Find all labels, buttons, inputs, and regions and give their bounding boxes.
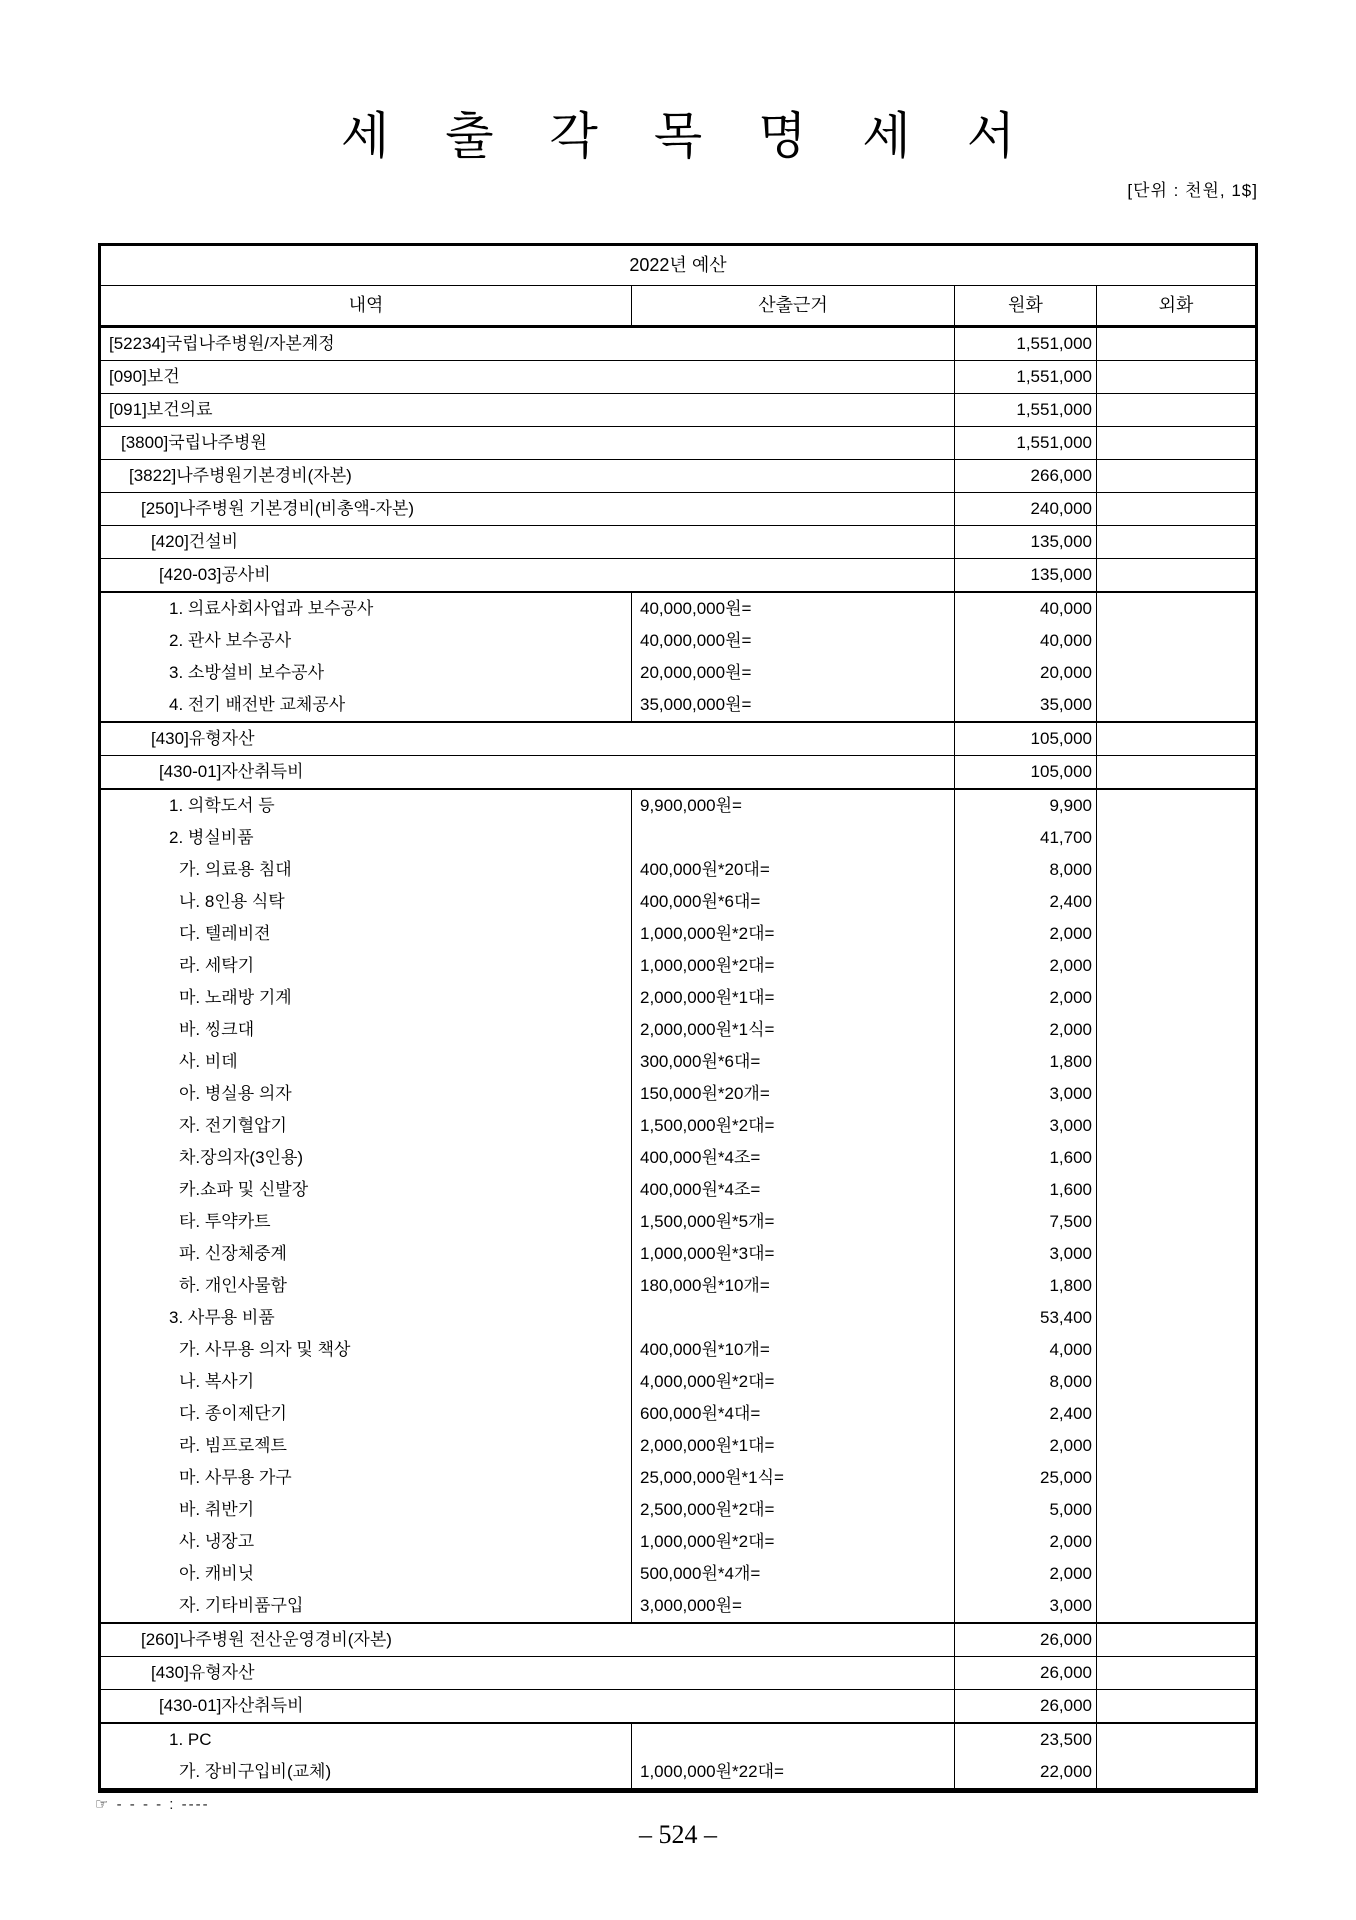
row-detail: [250]나주병원 기본경비(비총액-자본) <box>101 493 955 525</box>
detail-text: 아. 캐비닛 <box>179 1564 255 1583</box>
fx-text <box>1097 1046 1255 1078</box>
row-krw-value: 1,551,000 <box>955 361 1097 393</box>
krw-text: 22,000 <box>1040 1762 1092 1781</box>
fx-text <box>1097 790 1255 822</box>
basis-text: 600,000원*4대= <box>640 1404 761 1423</box>
col-header-fx: 외화 <box>1158 295 1194 315</box>
row-fx-value <box>1097 460 1255 492</box>
fx-text <box>1097 689 1255 721</box>
row-fx-value <box>1097 1624 1255 1656</box>
fx-text <box>1097 1142 1255 1174</box>
group-detail-cell <box>101 593 632 721</box>
row-krw-value: 266,000 <box>955 460 1097 492</box>
fx-text <box>1097 1724 1255 1756</box>
row-krw-value: 105,000 <box>955 756 1097 788</box>
fx-text <box>1097 822 1255 854</box>
basis-text: 2,000,000원*1대= <box>640 1436 775 1455</box>
row-krw-value: 26,000 <box>955 1657 1097 1689</box>
unit-label: [단위 : 천원, 1$] <box>1127 181 1258 200</box>
basis-text <box>632 822 954 854</box>
krw-text: 4,000 <box>1049 1340 1092 1359</box>
fx-text <box>1097 1078 1255 1110</box>
detail-text: 사. 비데 <box>179 1052 238 1071</box>
basis-text: 4,000,000원*2대= <box>640 1372 775 1391</box>
row-krw-value: 1,551,000 <box>955 328 1097 360</box>
table-row <box>101 1689 1255 1722</box>
col-header-detail: 내역 <box>101 286 632 325</box>
krw-text: 35,000 <box>1040 695 1092 714</box>
fx-text <box>1097 625 1255 657</box>
fx-text <box>1097 657 1255 689</box>
detail-text: 타. 투약카트 <box>179 1212 271 1231</box>
krw-text: 40,000 <box>1040 599 1092 618</box>
row-krw-value: 105,000 <box>955 723 1097 755</box>
krw-text: 1,600 <box>1049 1180 1092 1199</box>
detail-text: 가. 의료용 침대 <box>179 860 292 879</box>
detail-text: 가. 장비구입비(교체) <box>179 1762 332 1781</box>
fx-text <box>1097 950 1255 982</box>
basis-text: 1,000,000원*2대= <box>640 924 775 943</box>
detail-text: 차.장의자(3인용) <box>179 1148 304 1167</box>
table-row <box>101 328 1255 360</box>
row-detail: [3800]국립나주병원 <box>101 427 955 459</box>
krw-text: 3,000 <box>1049 1084 1092 1103</box>
krw-text: 25,000 <box>1040 1468 1092 1487</box>
basis-text: 1,000,000원*3대= <box>640 1244 775 1263</box>
fx-text <box>1097 1430 1255 1462</box>
row-detail: [430]유형자산 <box>101 1657 955 1689</box>
group-basis-cell <box>632 790 955 1622</box>
detail-text: 2. 병실비품 <box>169 828 254 847</box>
table-row <box>101 1656 1255 1689</box>
detail-text: 하. 개인사물함 <box>179 1276 287 1295</box>
krw-text: 20,000 <box>1040 663 1092 682</box>
detail-text: 파. 신장체중계 <box>179 1244 287 1263</box>
krw-text: 3,000 <box>1049 1116 1092 1135</box>
fx-text <box>1097 918 1255 950</box>
detail-text: 가. 사무용 의자 및 책상 <box>179 1340 351 1359</box>
row-fx-value <box>1097 493 1255 525</box>
krw-text: 41,700 <box>1040 828 1092 847</box>
detail-text: 2. 관사 보수공사 <box>169 631 292 650</box>
detail-text: 바. 씽크대 <box>179 1020 255 1039</box>
basis-text: 400,000원*4조= <box>640 1180 761 1199</box>
table-header-row <box>101 286 1255 328</box>
table-row-group <box>101 591 1255 723</box>
basis-text: 3,000,000원= <box>640 1596 742 1615</box>
page-title: 세출각목명세서 <box>340 108 1072 164</box>
krw-text: 1,800 <box>1049 1052 1092 1071</box>
row-detail: [420-03]공사비 <box>101 559 955 591</box>
fx-text <box>1097 1270 1255 1302</box>
basis-text: 300,000원*6대= <box>640 1052 761 1071</box>
row-krw-value: 1,551,000 <box>955 427 1097 459</box>
detail-text: 1. PC <box>169 1730 212 1749</box>
basis-text: 1,500,000원*5개= <box>640 1212 775 1231</box>
basis-text: 20,000,000원= <box>640 663 752 682</box>
row-krw-value: 135,000 <box>955 559 1097 591</box>
col-header-krw: 원화 <box>955 286 1097 325</box>
row-detail: [091]보건의료 <box>101 394 955 426</box>
basis-text: 2,500,000원*2대= <box>640 1500 775 1519</box>
basis-text: 1,500,000원*2대= <box>640 1116 775 1135</box>
row-fx-value <box>1097 361 1255 393</box>
krw-text: 8,000 <box>1049 1372 1092 1391</box>
fx-text <box>1097 1756 1255 1788</box>
detail-text: 라. 빔프로젝트 <box>179 1436 287 1455</box>
row-fx-value <box>1097 526 1255 558</box>
row-fx-value <box>1097 723 1255 755</box>
row-detail: [3822]나주병원기본경비(자본) <box>101 460 955 492</box>
table-row <box>101 755 1255 788</box>
krw-text: 53,400 <box>1040 1308 1092 1327</box>
krw-text: 2,000 <box>1049 1436 1092 1455</box>
row-detail: [090]보건 <box>101 361 955 393</box>
fx-text <box>1097 886 1255 918</box>
detail-text: 나. 복사기 <box>179 1372 255 1391</box>
row-krw-value: 240,000 <box>955 493 1097 525</box>
group-fx-cell <box>1097 593 1255 721</box>
basis-text: 40,000,000원= <box>640 631 752 650</box>
group-detail-cell <box>101 1724 632 1788</box>
krw-text: 2,000 <box>1049 924 1092 943</box>
basis-text: 400,000원*20대= <box>640 860 770 879</box>
detail-text: 아. 병실용 의자 <box>179 1084 292 1103</box>
table-row <box>101 426 1255 459</box>
table-row-group <box>101 788 1255 1624</box>
group-basis-cell <box>632 1724 955 1788</box>
group-fx-cell <box>1097 790 1255 1622</box>
detail-text: 마. 노래방 기계 <box>179 988 292 1007</box>
group-basis-cell <box>632 593 955 721</box>
fx-text <box>1097 1174 1255 1206</box>
detail-text: 자. 기타비품구입 <box>179 1596 304 1615</box>
year-header: 2022년 예산 <box>101 246 1255 286</box>
fx-text <box>1097 1366 1255 1398</box>
group-detail-cell <box>101 790 632 1622</box>
fx-text <box>1097 1462 1255 1494</box>
row-krw-value: 1,551,000 <box>955 394 1097 426</box>
fx-text <box>1097 1558 1255 1590</box>
krw-text: 7,500 <box>1049 1212 1092 1231</box>
detail-text: 1. 의료사회사업과 보수공사 <box>169 599 374 618</box>
krw-text: 40,000 <box>1040 631 1092 650</box>
detail-text: 사. 냉장고 <box>179 1532 255 1551</box>
row-detail: [430]유형자산 <box>101 723 955 755</box>
footnote: ☞ - - - - : ---- <box>95 1796 210 1813</box>
detail-text: 카.쇼파 및 신발장 <box>179 1180 309 1199</box>
detail-text: 1. 의학도서 등 <box>169 796 275 815</box>
row-fx-value <box>1097 559 1255 591</box>
krw-text: 2,000 <box>1049 988 1092 1007</box>
detail-text: 나. 8인용 식탁 <box>179 892 285 911</box>
krw-text: 2,000 <box>1049 1020 1092 1039</box>
fx-text <box>1097 1014 1255 1046</box>
group-fx-cell <box>1097 1724 1255 1788</box>
table-row <box>101 492 1255 525</box>
row-detail: [52234]국립나주병원/자본계정 <box>101 328 955 360</box>
group-krw-cell <box>955 1724 1097 1788</box>
detail-text: 바. 취반기 <box>179 1500 255 1519</box>
row-fx-value <box>1097 328 1255 360</box>
row-krw-value: 26,000 <box>955 1624 1097 1656</box>
krw-text: 3,000 <box>1049 1244 1092 1263</box>
table-row <box>101 525 1255 558</box>
krw-text: 23,500 <box>1040 1730 1092 1749</box>
detail-text: 3. 소방설비 보수공사 <box>169 663 324 682</box>
table-row <box>101 360 1255 393</box>
table-row <box>101 723 1255 755</box>
basis-text: 400,000원*6대= <box>640 892 761 911</box>
krw-text: 3,000 <box>1049 1596 1092 1615</box>
detail-text: 다. 텔레비젼 <box>179 924 271 943</box>
basis-text: 150,000원*20개= <box>640 1084 770 1103</box>
krw-text: 5,000 <box>1049 1500 1092 1519</box>
row-fx-value <box>1097 394 1255 426</box>
basis-text: 25,000,000원*1식= <box>640 1468 784 1487</box>
basis-text: 500,000원*4개= <box>640 1564 761 1583</box>
fx-text <box>1097 1494 1255 1526</box>
table-body <box>101 328 1255 1790</box>
page-number: – 524 – <box>639 1820 717 1849</box>
row-fx-value <box>1097 427 1255 459</box>
row-detail: [260]나주병원 전산운영경비(자본) <box>101 1624 955 1656</box>
fx-text <box>1097 593 1255 625</box>
basis-text: 9,900,000원= <box>640 796 742 815</box>
detail-text: 3. 사무용 비품 <box>169 1308 275 1327</box>
fx-text <box>1097 1206 1255 1238</box>
group-krw-cell <box>955 593 1097 721</box>
detail-text: 라. 세탁기 <box>179 956 255 975</box>
table-row <box>101 558 1255 591</box>
row-fx-value <box>1097 1690 1255 1722</box>
krw-text: 1,800 <box>1049 1276 1092 1295</box>
row-krw-value: 135,000 <box>955 526 1097 558</box>
fx-text <box>1097 1334 1255 1366</box>
basis-text <box>632 1724 954 1756</box>
table-row <box>101 393 1255 426</box>
krw-text: 9,900 <box>1049 796 1092 815</box>
basis-text <box>632 1302 954 1334</box>
fx-text <box>1097 1110 1255 1142</box>
fx-text <box>1097 1238 1255 1270</box>
basis-text: 400,000원*10개= <box>640 1340 770 1359</box>
table-row-group <box>101 1722 1255 1790</box>
fx-text <box>1097 1526 1255 1558</box>
col-header-basis: 산출근거 <box>632 286 955 325</box>
basis-text: 1,000,000원*22대= <box>640 1762 784 1781</box>
basis-text: 1,000,000원*2대= <box>640 1532 775 1551</box>
fx-text <box>1097 1590 1255 1622</box>
basis-text: 400,000원*4조= <box>640 1148 761 1167</box>
krw-text: 2,400 <box>1049 892 1092 911</box>
row-fx-value <box>1097 756 1255 788</box>
table-row <box>101 1624 1255 1656</box>
group-krw-cell <box>955 790 1097 1622</box>
detail-text: 다. 종이제단기 <box>179 1404 287 1423</box>
detail-text: 4. 전기 배전반 교체공사 <box>169 695 346 714</box>
basis-text: 180,000원*10개= <box>640 1276 770 1295</box>
krw-text: 8,000 <box>1049 860 1092 879</box>
row-krw-value: 26,000 <box>955 1690 1097 1722</box>
krw-text: 2,000 <box>1049 1564 1092 1583</box>
row-detail: [430-01]자산취득비 <box>101 756 955 788</box>
fx-text <box>1097 854 1255 886</box>
fx-text <box>1097 1302 1255 1334</box>
budget-table <box>98 243 1258 1793</box>
krw-text: 1,600 <box>1049 1148 1092 1167</box>
krw-text: 2,000 <box>1049 1532 1092 1551</box>
basis-text: 40,000,000원= <box>640 599 752 618</box>
basis-text: 2,000,000원*1식= <box>640 1020 775 1039</box>
basis-text: 1,000,000원*2대= <box>640 956 775 975</box>
row-detail: [430-01]자산취득비 <box>101 1690 955 1722</box>
row-fx-value <box>1097 1657 1255 1689</box>
krw-text: 2,000 <box>1049 956 1092 975</box>
fx-text <box>1097 982 1255 1014</box>
detail-text: 자. 전기혈압기 <box>179 1116 287 1135</box>
basis-text: 35,000,000원= <box>640 695 752 714</box>
krw-text: 2,400 <box>1049 1404 1092 1423</box>
row-detail: [420]건설비 <box>101 526 955 558</box>
detail-text: 마. 사무용 가구 <box>179 1468 292 1487</box>
basis-text: 2,000,000원*1대= <box>640 988 775 1007</box>
table-row <box>101 459 1255 492</box>
fx-text <box>1097 1398 1255 1430</box>
